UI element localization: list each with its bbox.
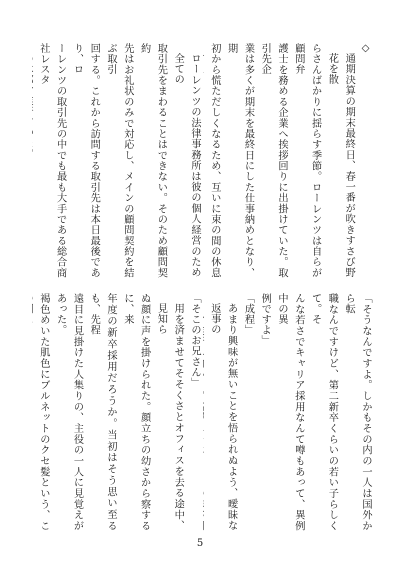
text-line: 初から慌ただしくなるため、互いに束の間の休息: [208, 43, 220, 278]
text-line: 褐色めいた肌色にブルネットのクセ髪という、こ: [37, 293, 49, 531]
text-line: ーレンツの取引先の中でも最も大手である総合商社レスタ: [37, 43, 66, 278]
page-number: 5: [196, 538, 204, 549]
text-line: んな若さでキャリア採用なんて噂もあって、異例中の異: [276, 293, 304, 531]
text-line: 職なんですけど、第二新卒くらいの若い子らしくて。そ: [309, 293, 338, 531]
text-line: 護士を務める企業へ挨拶回りに出掛けていた。取引先企: [259, 43, 288, 278]
text-line: 通期決算の期末最終日、春一番が吹きすさび野花を散: [326, 53, 355, 278]
text-line: 取引先をまわることはできない。そのため顧問契約: [138, 43, 167, 278]
text-line: 回する。これから訪問する取引先は本日最後であり、ロ: [71, 43, 100, 278]
text-line: 「そこのお兄さん」: [189, 293, 200, 388]
text-block-upper-right: [203, 43, 373, 278]
text-line: 「そうなんですよ。しかもその内の一人は国外から転: [343, 293, 371, 531]
text-line: らさんばかりに揺らす季節。ローレンツは自らが顧問弁: [292, 43, 321, 278]
text-line: [203, 293, 205, 531]
text-line: 業は多くが期末を最終日にした仕事納めとなり、期: [225, 43, 254, 278]
text-line: あまり興味が無いことを悟られぬよう、曖昧な返事の: [208, 303, 237, 531]
text-block-upper-left: [32, 43, 202, 278]
text-line: ローレンツの法律事務所は彼の個人経営のため全ての: [172, 53, 200, 278]
section-ornament: ◇: [360, 43, 371, 55]
text-line: 遠目に見掛けた人集りの、主役の一人に見覚えがあった。: [54, 293, 83, 531]
text-line: 例ですよ」: [259, 293, 271, 346]
text-line: 年度の新卒採用だろうか。当初はそう思い至るも、先程: [88, 293, 117, 531]
text-block-lower-right: [203, 293, 373, 531]
text-line: 「成程」: [242, 293, 254, 336]
text-line: ぬ顔に声を掛けられた。顔立ちの幼さから察するに、来: [121, 293, 150, 531]
text-line: [32, 43, 34, 278]
text-block-lower-left: [32, 293, 202, 531]
text-line: 用を済ませてそそくさとオフィスを去る途中、見知ら: [155, 303, 184, 531]
text-line: 先はお礼状のみで対応し、メインの顧問契約を結ぶ取引: [105, 43, 133, 278]
